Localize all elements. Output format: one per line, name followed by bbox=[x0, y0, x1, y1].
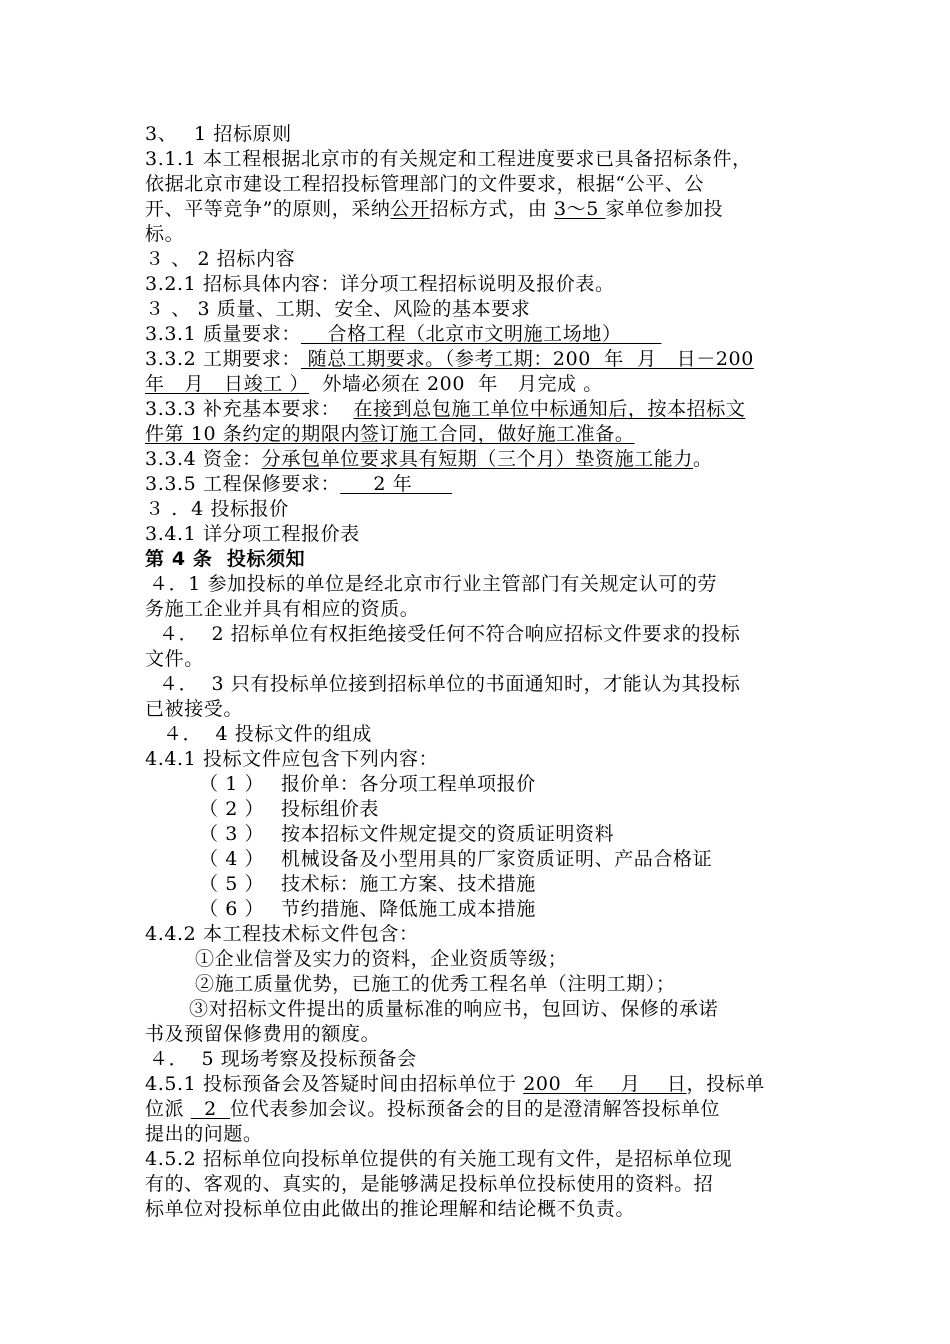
document-page bbox=[145, 122, 825, 1222]
para-3-3-3-line1 bbox=[145, 397, 825, 422]
underlined-rep-count: 2 bbox=[190, 1098, 231, 1120]
para-3-4-1: 3.4.1 详分项工程报价表 bbox=[145, 523, 360, 545]
list-text: 报价单：各分项工程单项报价 bbox=[281, 773, 536, 795]
heading-3-2: ３ 、 2 招标内容 bbox=[145, 248, 296, 270]
text: ，投标单 bbox=[686, 1073, 765, 1095]
text: 4.5.1 投标预备会及答疑时间由招标单位于 bbox=[145, 1073, 524, 1095]
list-number: （ 2 ） bbox=[199, 798, 265, 820]
label: 3.3.5 工程保修要求： bbox=[145, 473, 341, 495]
text: 招标方式，由 bbox=[429, 198, 554, 220]
para-3-3-2-line2 bbox=[145, 372, 825, 397]
para-4-4-2: 4.4.2 本工程技术标文件包含： bbox=[145, 923, 419, 945]
list-text: 机械设备及小型用具的厂家资质证明、产品合格证 bbox=[281, 848, 713, 870]
underlined-completion: 年 月 日竣工 ） bbox=[145, 373, 310, 395]
list-number: （ 1 ） bbox=[199, 773, 265, 795]
para-4-3-line1: ４． 3 只有投标单位接到招标单位的书面通知时，才能认为其投标 bbox=[159, 673, 741, 695]
underlined-supplement: 在接到总包施工单位中标通知后，按本招标文 bbox=[353, 398, 746, 420]
para-3-3-4 bbox=[145, 447, 825, 472]
list-number: （ 6 ） bbox=[199, 898, 265, 920]
para-4-5-1-line3: 提出的问题。 bbox=[145, 1123, 263, 1145]
list-item bbox=[145, 797, 825, 822]
para-3-1-1-line1: 3.1.1 本工程根据北京市的有关规定和工程进度要求已具备招标条件， bbox=[145, 148, 752, 170]
list-text: 投标组价表 bbox=[281, 798, 380, 820]
list-text: 技术标：施工方案、技术措施 bbox=[281, 873, 536, 895]
list-number: （ 3 ） bbox=[199, 823, 265, 845]
para-3-1-1-line3 bbox=[145, 197, 825, 222]
label: 3.3.1 质量要求： bbox=[145, 323, 301, 345]
underlined-meeting-date: 200 年 月 日 bbox=[523, 1073, 687, 1095]
list-number: （ 5 ） bbox=[199, 873, 265, 895]
underlined-supplement-cont: 件第 10 条约定的期限内签订施工合同，做好施工准备。 bbox=[145, 423, 635, 445]
para-4-5-2-line3: 标单位对投标单位由此做出的推论理解和结论概不负责。 bbox=[145, 1198, 636, 1220]
para-3-3-5 bbox=[145, 472, 825, 497]
para-3-3-1 bbox=[145, 322, 825, 347]
para-3-1-1-line2: 依据北京市建设工程招投标管理部门的文件要求，根据“公平、公 bbox=[145, 173, 705, 195]
heading-3-1: 3、 1 招标原则 bbox=[145, 123, 292, 145]
para-4-5-1-line2 bbox=[145, 1097, 825, 1122]
tech-item-3-line1: ③对招标文件提出的质量标准的响应书，包回访、保修的承诺 bbox=[189, 998, 719, 1020]
label: 3.3.3 补充基本要求： bbox=[145, 398, 354, 420]
para-3-1-1-line4: 标。 bbox=[145, 223, 185, 245]
para-4-3-line2: 已被接受。 bbox=[145, 698, 244, 720]
list-item bbox=[145, 872, 825, 897]
para-4-4-1: 4.4.1 投标文件应包含下列内容： bbox=[145, 748, 439, 770]
underlined-schedule: 随总工期要求。（参考工期：200 年 月 日－200 bbox=[300, 348, 754, 370]
list-item bbox=[145, 847, 825, 872]
para-4-1-line2: 务施工企业并具有相应的资质。 bbox=[145, 598, 420, 620]
para-4-5-2-line1: 4.5.2 招标单位向投标单位提供的有关施工现有文件，是招标单位现 bbox=[145, 1148, 733, 1170]
para-4-2-line1: ４． 2 招标单位有权拒绝接受任何不符合响应招标文件要求的投标 bbox=[159, 623, 741, 645]
para-3-3-2-line1 bbox=[145, 347, 825, 372]
underlined-funding: 分承包单位要求具有短期（三个月）垫资施工能力 bbox=[261, 448, 693, 470]
para-4-5-2-line2: 有的、客观的、真实的，是能够满足投标单位投标使用的资料。招 bbox=[145, 1173, 714, 1195]
tech-item-1: ①企业信誉及实力的资料，企业资质等级； bbox=[195, 948, 568, 970]
list-item bbox=[145, 897, 825, 922]
para-4-1-line1: ４．1 参加投标的单位是经北京市行业主管部门有关规定认可的劳 bbox=[149, 573, 718, 595]
text: 开、平等竞争”的原则，采纳 bbox=[145, 198, 391, 220]
text: 位代表参加会议。投标预备会的目的是澄清解答投标单位 bbox=[230, 1098, 721, 1120]
tech-item-2: ②施工质量优势，已施工的优秀工程名单（注明工期）； bbox=[195, 973, 676, 995]
heading-3-4: ３ . 4 投标报价 bbox=[145, 498, 289, 520]
heading-4-4: ４． 4 投标文件的组成 bbox=[163, 723, 373, 745]
label: 3.3.4 资金： bbox=[145, 448, 262, 470]
label: 3.3.2 工期要求： bbox=[145, 348, 301, 370]
list-item bbox=[145, 772, 825, 797]
para-3-2-1: 3.2.1 招标具体内容：详分项工程招标说明及报价表。 bbox=[145, 273, 615, 295]
underlined-bid-method: 公开 bbox=[390, 198, 430, 220]
list-text: 节约措施、降低施工成本措施 bbox=[281, 898, 536, 920]
para-4-2-line2: 文件。 bbox=[145, 648, 204, 670]
underlined-bidder-count: 3～5 bbox=[553, 198, 606, 220]
text: 外墙必须在 200 年 月完成 。 bbox=[309, 373, 603, 395]
underlined-quality-requirement: 合格工程（北京市文明施工场地） bbox=[300, 323, 662, 345]
heading-3-3: ３ 、 3 质量、工期、安全、风险的基本要求 bbox=[145, 298, 531, 320]
bid-contents-list bbox=[145, 772, 825, 922]
section-heading-4: 第 4 条 投标须知 bbox=[145, 548, 306, 570]
para-3-3-3-line2 bbox=[145, 422, 825, 447]
text: 。 bbox=[693, 448, 713, 470]
list-item bbox=[145, 822, 825, 847]
list-text: 按本招标文件规定提交的资质证明资料 bbox=[281, 823, 615, 845]
list-number: （ 4 ） bbox=[199, 848, 265, 870]
text: 位派 bbox=[145, 1098, 191, 1120]
underlined-warranty: 2 年 bbox=[340, 473, 453, 495]
para-4-5-1-line1 bbox=[145, 1072, 825, 1097]
heading-4-5: ４． 5 现场考察及投标预备会 bbox=[149, 1048, 417, 1070]
tech-item-3-line2: 书及预留保修费用的额度。 bbox=[145, 1023, 381, 1045]
text: 家单位参加投 bbox=[605, 198, 724, 220]
